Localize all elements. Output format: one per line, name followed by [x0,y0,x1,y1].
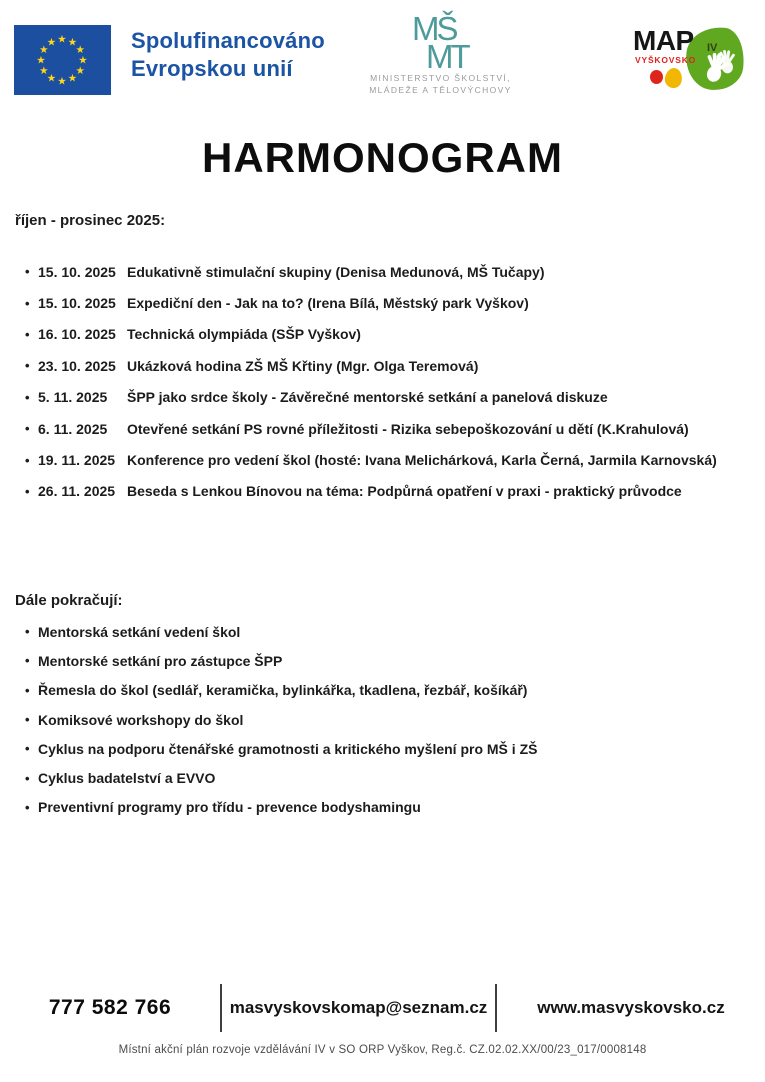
msmt-logo [348,10,533,97]
event-date: 23. 10. 2025 [38,357,116,374]
msmt-caption-line2: MLÁDEŽE A TĚLOVÝCHOVY [369,85,512,96]
continuing-item [0,793,765,822]
event-text: ŠPP jako srdce školy - Závěrečné mentorské setkání a panelová diskuze [127,389,608,406]
phone-number: 777 582 766 [48,996,172,1019]
svg-text:★: ★ [46,36,57,49]
activity-text: Komiksové workshopy do škol [38,711,244,728]
bullet-icon: • [25,712,30,728]
bullet-icon: • [25,264,30,280]
bullet-icon: • [25,358,30,374]
svg-text:★: ★ [75,65,85,77]
project-registration-line: Místní akční plán rozvoje vzdělávání IV v SO ORP Vyškov, Reg.č. CZ.02.02.XX/00/23_017/0008148 [118,1044,647,1056]
event-text: Technická olympiáda (SŠP Vyškov) [127,326,361,343]
schedule-item [0,476,765,507]
event-text: Otevřené setkání PS rovné příležitosti - Rizika sebepoškozování u dětí (K.Krahulová) [127,420,689,437]
svg-text:MT: MT [425,38,468,72]
bullet-icon: • [25,326,30,342]
svg-text:★: ★ [57,33,67,46]
event-text: Beseda s Lenkou Bínovou na téma: Podpůrná opatření v praxi - praktický průvodce [127,483,682,500]
event-text: Edukativně stimulační skupiny (Denisa Medunová, MŠ Tučapy) [127,263,545,280]
svg-text:MŠ: MŠ [411,10,455,47]
bullet-icon: • [25,389,30,405]
continuing-item [0,617,765,646]
map-logo-roman-numeral: IV [707,42,718,54]
activity-text: Cyklus badatelství a EVVO [38,770,216,787]
schedule-item [0,350,765,381]
bullet-icon: • [25,483,30,499]
bullet-icon: • [25,452,30,468]
map-yellow-dot-icon [664,67,684,89]
bullet-icon: • [25,295,30,311]
svg-text:★: ★ [39,44,49,56]
schedule-item [0,413,765,444]
bullet-icon: • [25,770,30,786]
continuing-item [0,763,765,792]
event-text: Expediční den - Jak na to? (Irena Bílá, Městský park Vyškov) [127,295,529,312]
schedule-period-heading: říjen - prosinec 2025: [15,212,166,229]
eu-cofinancing-line2: Evropskou unií [131,55,293,81]
event-date: 19. 11. 2025 [38,452,116,469]
map-logo-wordmark: MAP [633,25,694,56]
email-address: masvyskovskomap@seznam.cz [229,998,488,1017]
event-date: 26. 11. 2025 [38,483,116,500]
event-date: 6. 11. 2025 [38,420,108,437]
map-red-dot-icon [650,70,663,84]
continuing-item [0,734,765,763]
svg-text:★: ★ [75,44,85,56]
continuing-heading: Dále pokračují: [15,592,123,609]
eu-cofinancing-label [131,27,325,83]
event-text: Konference pro vedení škol (hosté: Ivana Melichárková, Karla Černá, Jarmila Karnovská) [127,452,717,469]
eu-cofinancing-line1: Spolufinancováno [131,28,325,53]
continuing-item [0,676,765,705]
footer-contact-bar [0,984,765,1032]
event-date: 15. 10. 2025 [38,295,116,312]
event-text: Ukázková hodina ZŠ MŠ Křtiny (Mgr. Olga Teremová) [127,357,479,374]
bullet-icon: • [25,421,30,437]
activity-text: Mentorská setkání vedení škol [38,623,241,640]
svg-text:★: ★ [39,65,49,77]
continuing-list [0,617,765,822]
svg-text:★: ★ [67,72,78,85]
eu-flag-icon [14,25,111,95]
svg-text:★: ★ [36,54,46,67]
bullet-icon: • [25,624,30,640]
event-date: 16. 10. 2025 [38,326,116,343]
activity-text: Cyklus na podporu čtenářské gramotnosti a kritického myšlení pro MŠ i ZŠ [38,740,538,757]
activity-text: Řemesla do škol (sedlář, keramička, bylinkářka, tkadlena, řezbář, košíkář) [38,682,528,699]
event-date: 15. 10. 2025 [38,263,116,280]
svg-text:★: ★ [67,36,78,49]
svg-text:★: ★ [46,72,57,85]
bullet-icon: • [25,682,30,698]
schedule-item [0,287,765,318]
bullet-icon: • [25,799,30,815]
page-title: HARMONOGRAM [202,134,563,181]
svg-text:★: ★ [78,54,88,67]
schedule-item [0,444,765,475]
continuing-item [0,646,765,675]
website-url: www.masvyskovsko.cz [537,998,725,1017]
msmt-caption-line1: MINISTERSTVO ŠKOLSTVÍ, [370,73,511,83]
activity-text: Preventivní programy pro třídu - prevence bodyshamingu [38,799,421,816]
map-logo-region: VYŠKOVSKO [635,55,697,65]
msmt-caption [348,72,533,97]
svg-text:★: ★ [57,75,67,88]
schedule-item [0,382,765,413]
schedule-item [0,256,765,287]
bullet-icon: • [25,653,30,669]
continuing-item [0,705,765,734]
map-vyskovsko-logo [633,27,748,99]
bullet-icon: • [25,741,30,757]
schedule-item [0,319,765,350]
msmt-monogram-icon [386,10,496,72]
activity-text: Mentorské setkání pro zástupce ŠPP [38,652,283,669]
event-date: 5. 11. 2025 [38,389,108,406]
schedule-list [0,256,765,507]
